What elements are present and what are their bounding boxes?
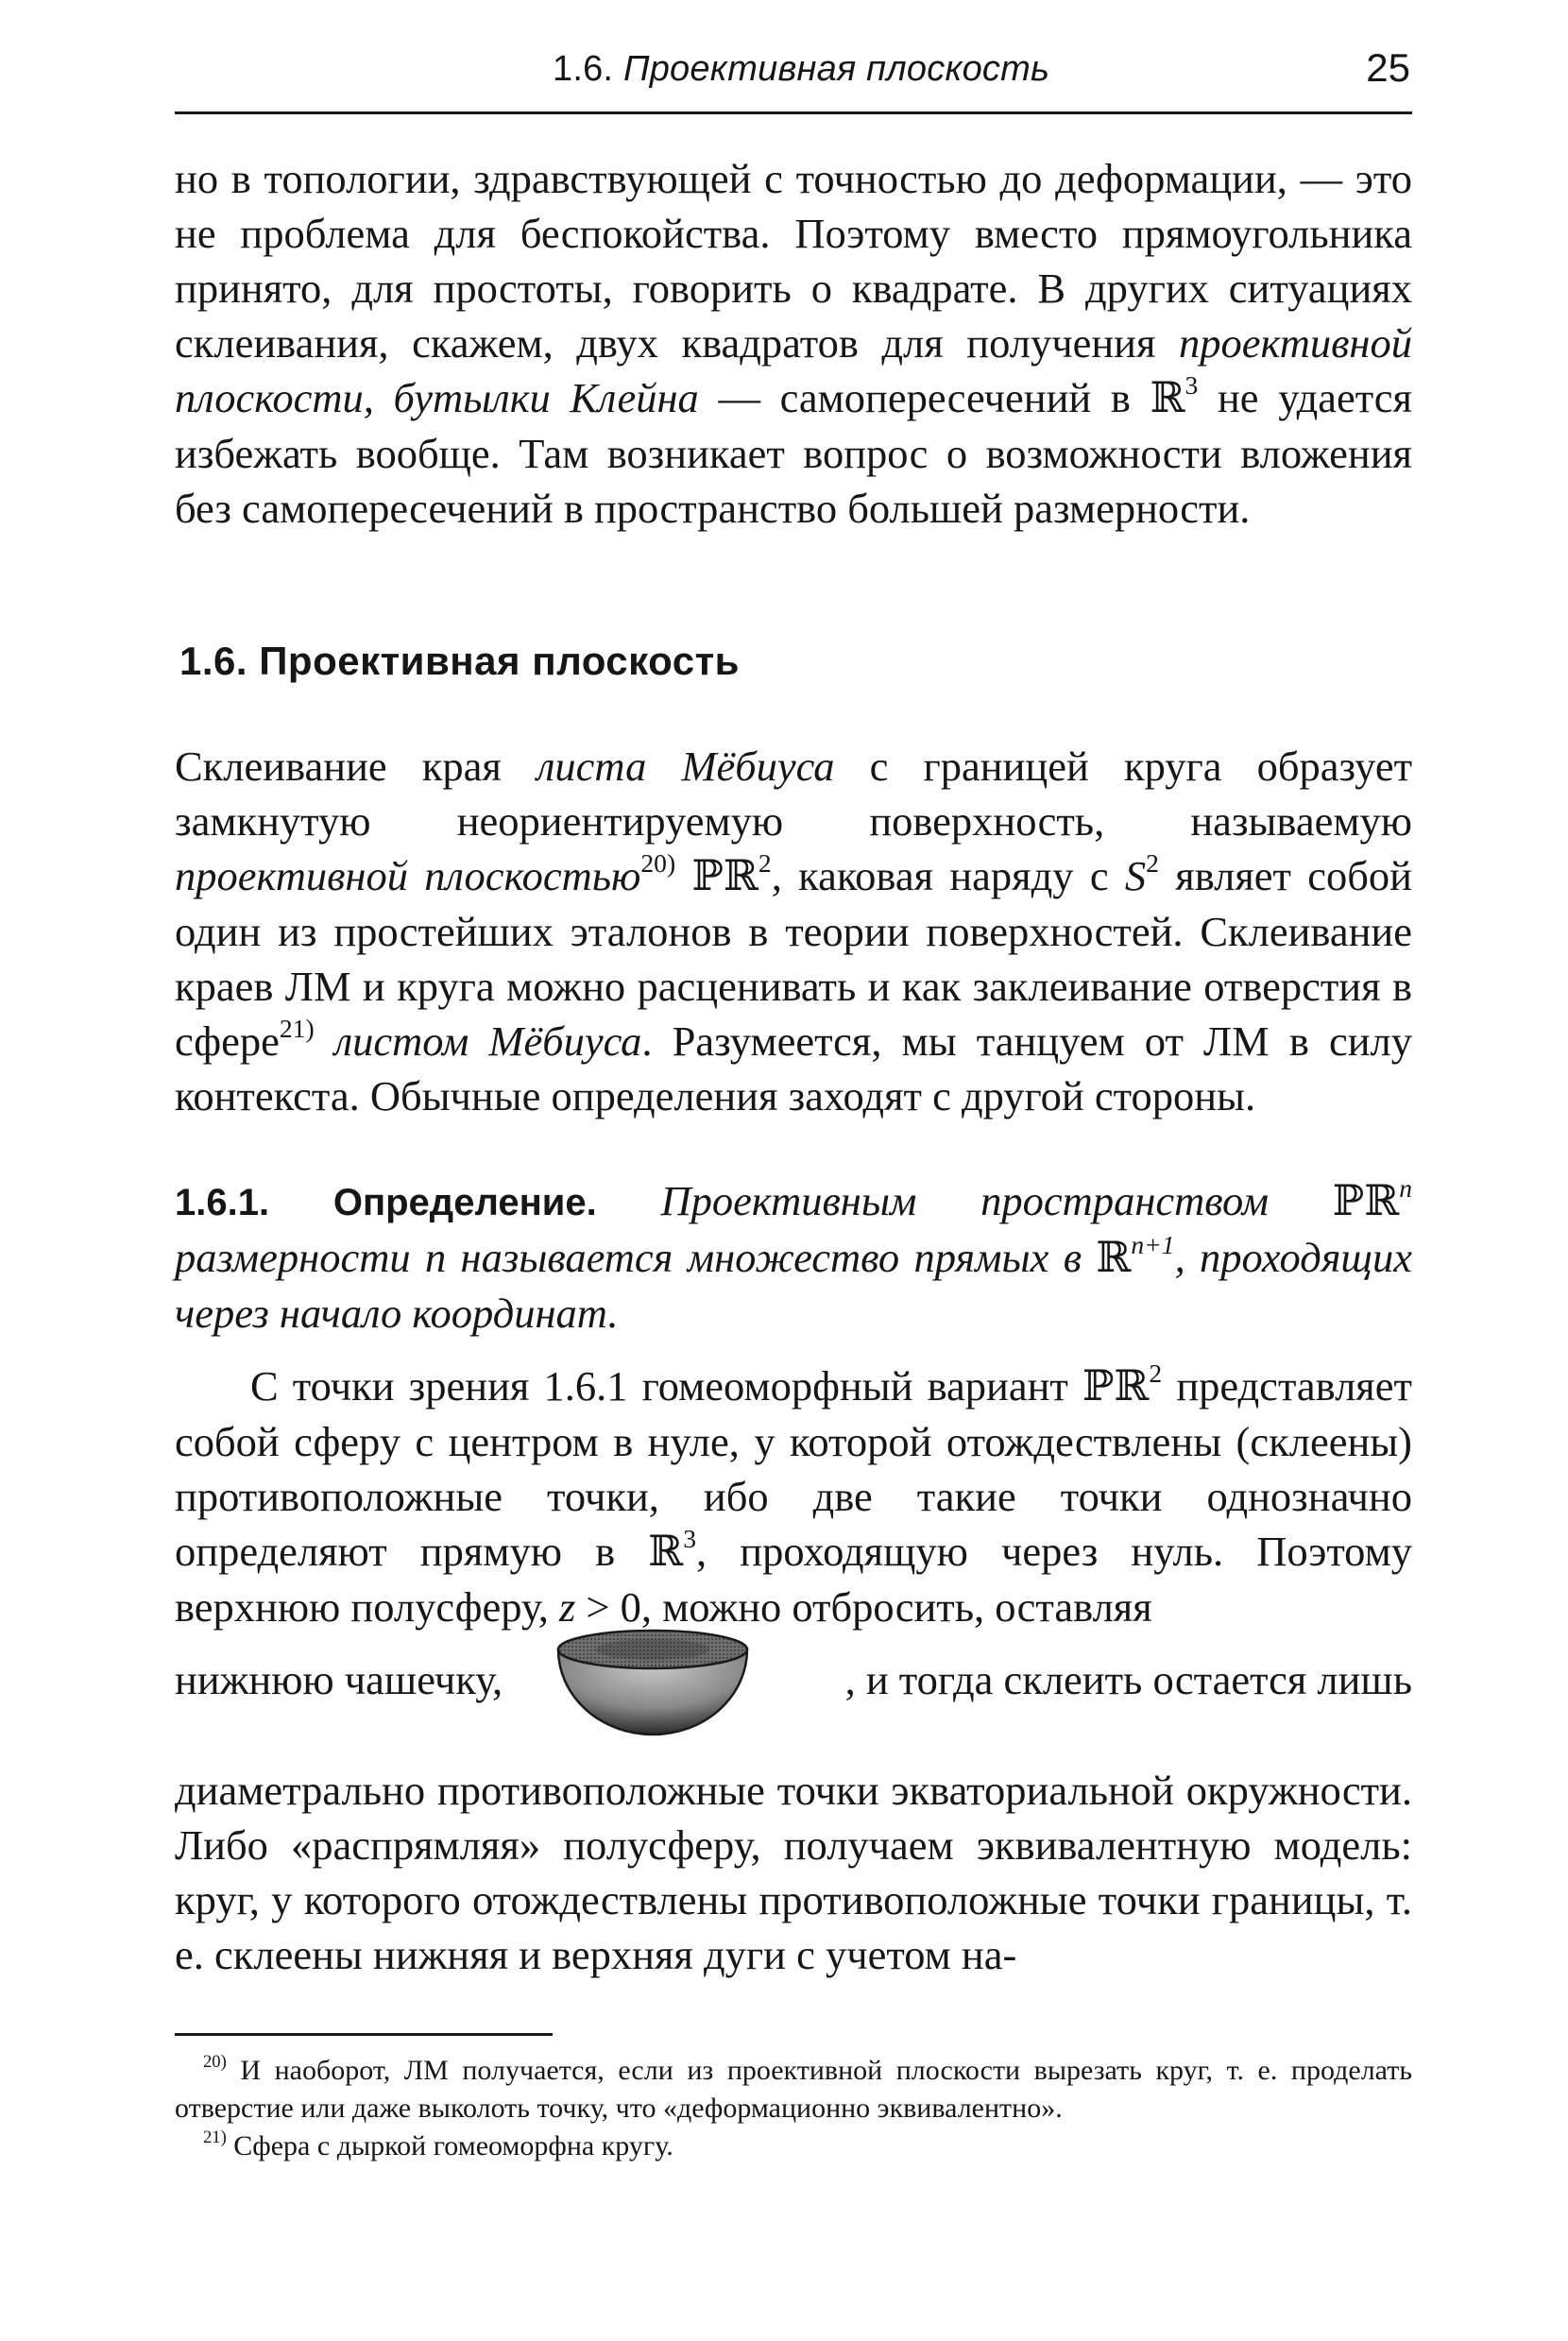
running-header <box>175 42 1412 98</box>
running-title: 1.6. Проективная плоскость <box>553 49 1050 89</box>
section-heading: 1.6. Проективная плоскость <box>179 639 740 683</box>
definition-label: 1.6.1. Определение. <box>175 1182 597 1223</box>
paragraph-sphere: С точки зрения 1.6.1 гомеоморфный вариант ℙℝ$^2$ представляет собой сферу с центром в нуле, у которой отождествлены (склеены) противоположные точки, ибо две такие точки однозначно определяют прямую в ℝ$^3$, проходящую через нуль. Поэтому верхнюю полусферу, z > 0, можно отбросить, оставляя <box>175 1358 1412 1631</box>
footnotes <box>175 2052 1412 2165</box>
header-rule <box>175 111 1412 114</box>
footnote-20: $^{20)}$ И наоборот, ЛМ получается, если из проективной плоскости вырезать круг, т. е. проделать отверстие или даже выколоть точку, что «деформационно эквивалентно». <box>175 2051 1412 2124</box>
hemisphere-bowl-icon <box>553 1627 753 1740</box>
definition-block: 1.6.1. Определение. Проективным пространством ℙℝ$^n$ размерности n называется множество прямых в ℝ$^{n+1}$, проходящих через начало координат. <box>175 1172 1412 1337</box>
footnote-rule <box>175 2033 553 2036</box>
paragraph-circle-model: диаметрально противоположные точки экваториальной окружности. Либо «распрямляя» полусферу, получаем эквивалентную модель: круг, у которого отождествлены противоположные точки границы, т. е. склеены нижняя и верхняя дуги с учетом на- <box>175 1767 1412 1978</box>
footnote-ref-21[interactable]: 21) <box>279 1013 315 1043</box>
paragraph-mobius: Склеивание края листа Мёбиуса с границей круга образует замкнутую неориентируемую поверхность, называемую проективной плоскостью$^{20)}$ ℙℝ$^2$, каковая наряду с $S^2$ являет собой один из простейших эталонов в теории поверхностей. Склеивание краев ЛМ и круга можно расценивать и как заклеивание отверстия в сфере$^{21)}$ листом Мёбиуса. Разумеется, мы танцуем от ЛМ в силу контекста. Обычные определения заходят с другой стороны. <box>175 743 1413 1119</box>
footnote-ref-20[interactable]: 20) <box>640 847 676 878</box>
footnote-21: $^{21)}$ Сфера с дыркой гомеоморфна кругу. <box>203 2127 673 2162</box>
bowl-line: нижнюю чашечку, , и тогда склеить остается лишь <box>175 1655 1412 1765</box>
paragraph-intro: но в топологии, здравствующей с точностью до деформации, — это не проблема для беспокойства. Поэтому вместо прямоугольника принято, для простоты, говорить о квадрате. В других ситуациях склеивания, скажем, двух квадратов для получения проективной плоскости, бутылки Клейна — самопересечений в ℝ$^3$ не удается избежать вообще. Там возникает вопрос о возможности вложения без самопересечений в пространство большей размерности. <box>175 155 1413 532</box>
page-number: 25 <box>1366 45 1410 90</box>
